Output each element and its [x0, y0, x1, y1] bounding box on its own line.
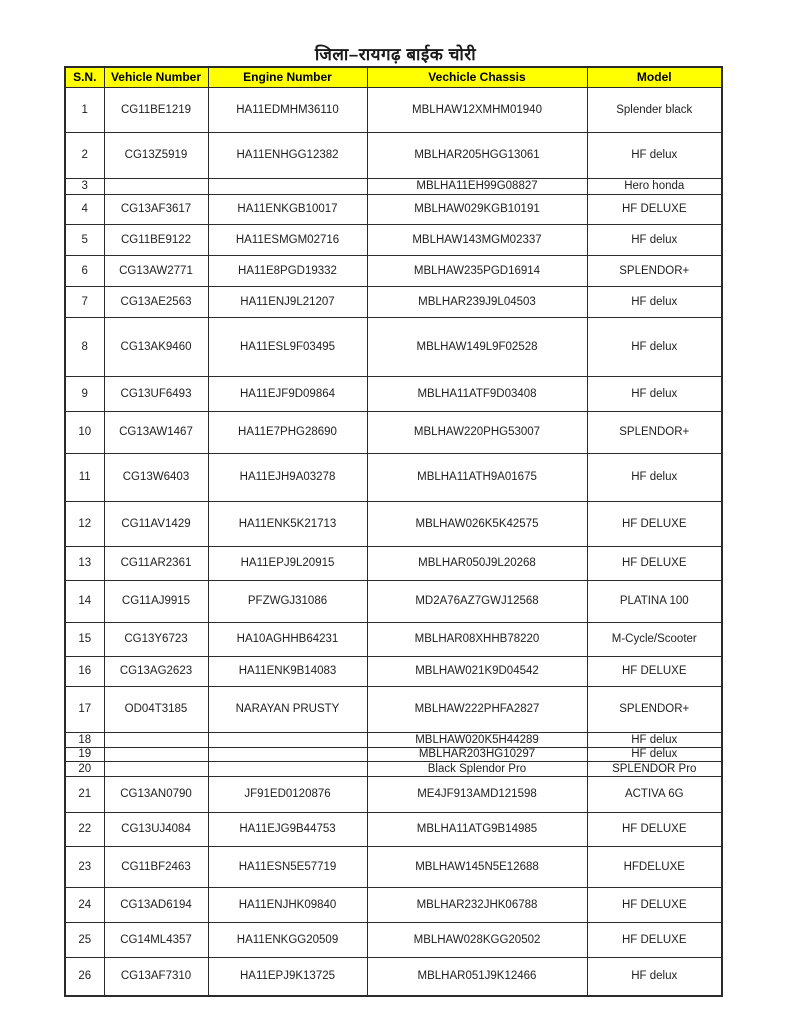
cell-chassis: MBLHA11ATF9D03408: [367, 376, 587, 411]
table-row: [65, 580, 722, 622]
cell-sn: 19: [65, 747, 104, 761]
table-row: [65, 453, 722, 501]
cell-engine-number: HA11E8PGD19332: [208, 255, 367, 286]
table-row: [65, 776, 722, 812]
cell-chassis: MBLHAR232JHK06788: [367, 887, 587, 922]
cell-chassis: Black Splendor Pro: [367, 761, 587, 776]
cell-chassis: MBLHAR203HG10297: [367, 747, 587, 761]
cell-chassis: MD2A76AZ7GWJ12568: [367, 580, 587, 622]
cell-engine-number: NARAYAN PRUSTY: [208, 686, 367, 732]
cell-model: HF delux: [587, 732, 722, 747]
cell-engine-number: HA11EJF9D09864: [208, 376, 367, 411]
cell-chassis: MBLHAW021K9D04542: [367, 656, 587, 686]
cell-sn: 6: [65, 255, 104, 286]
cell-model: HF delux: [587, 376, 722, 411]
cell-model: HF delux: [587, 747, 722, 761]
cell-chassis: MBLHAW12XMHM01940: [367, 87, 587, 132]
table-row: [65, 957, 722, 996]
table-row: [65, 286, 722, 317]
cell-sn: 20: [65, 761, 104, 776]
cell-chassis: MBLHAW145N5E12688: [367, 846, 587, 887]
cell-chassis: MBLHAW143MGM02337: [367, 224, 587, 255]
cell-vehicle-number: [104, 178, 208, 194]
cell-sn: 23: [65, 846, 104, 887]
cell-engine-number: HA11EPJ9K13725: [208, 957, 367, 996]
cell-chassis: MBLHAW026K5K42575: [367, 501, 587, 546]
cell-sn: 7: [65, 286, 104, 317]
cell-vehicle-number: CG13AK9460: [104, 317, 208, 376]
cell-vehicle-number: CG13AE2563: [104, 286, 208, 317]
cell-engine-number: [208, 747, 367, 761]
table-row: [65, 317, 722, 376]
cell-engine-number: HA11ENJ9L21207: [208, 286, 367, 317]
cell-vehicle-number: CG13AW2771: [104, 255, 208, 286]
cell-chassis: MBLHAR051J9K12466: [367, 957, 587, 996]
cell-vehicle-number: CG13AG2623: [104, 656, 208, 686]
cell-chassis: MBLHAW220PHG53007: [367, 411, 587, 453]
table-row: [65, 224, 722, 255]
cell-engine-number: HA11ENJHK09840: [208, 887, 367, 922]
cell-vehicle-number: CG14ML4357: [104, 922, 208, 957]
cell-vehicle-number: CG11AJ9915: [104, 580, 208, 622]
table-row: [65, 812, 722, 846]
cell-engine-number: PFZWGJ31086: [208, 580, 367, 622]
cell-sn: 24: [65, 887, 104, 922]
vehicle-table-body: [65, 87, 722, 996]
cell-vehicle-number: OD04T3185: [104, 686, 208, 732]
cell-model: HF DELUXE: [587, 546, 722, 580]
cell-chassis: MBLHAW222PHFA2827: [367, 686, 587, 732]
cell-vehicle-number: CG11BE1219: [104, 87, 208, 132]
header-row: [65, 67, 722, 87]
cell-engine-number: HA11EJH9A03278: [208, 453, 367, 501]
table-header: [65, 67, 722, 87]
cell-model: SPLENDOR+: [587, 255, 722, 286]
cell-engine-number: HA11ENHGG12382: [208, 132, 367, 178]
cell-model: Splender black: [587, 87, 722, 132]
cell-sn: 16: [65, 656, 104, 686]
cell-sn: 10: [65, 411, 104, 453]
cell-model: SPLENDOR Pro: [587, 761, 722, 776]
cell-model: SPLENDOR+: [587, 686, 722, 732]
cell-vehicle-number: CG11AV1429: [104, 501, 208, 546]
table-row: [65, 686, 722, 732]
cell-vehicle-number: CG13AW1467: [104, 411, 208, 453]
cell-engine-number: [208, 761, 367, 776]
cell-sn: 15: [65, 622, 104, 656]
cell-sn: 18: [65, 732, 104, 747]
column-header-chassis: Vechicle Chassis: [367, 67, 587, 87]
cell-engine-number: HA11E7PHG28690: [208, 411, 367, 453]
cell-model: HF DELUXE: [587, 887, 722, 922]
cell-chassis: MBLHAW149L9F02528: [367, 317, 587, 376]
cell-vehicle-number: CG11AR2361: [104, 546, 208, 580]
cell-engine-number: HA11ESL9F03495: [208, 317, 367, 376]
table-row: [65, 255, 722, 286]
cell-engine-number: HA11ESN5E57719: [208, 846, 367, 887]
cell-chassis: ME4JF913AMD121598: [367, 776, 587, 812]
cell-sn: 2: [65, 132, 104, 178]
table-row: [65, 411, 722, 453]
table-row: [65, 846, 722, 887]
cell-chassis: MBLHAR239J9L04503: [367, 286, 587, 317]
cell-chassis: MBLHA11ATH9A01675: [367, 453, 587, 501]
cell-engine-number: HA11ENKGB10017: [208, 194, 367, 224]
cell-model: M-Cycle/Scooter: [587, 622, 722, 656]
cell-sn: 17: [65, 686, 104, 732]
cell-sn: 22: [65, 812, 104, 846]
page-title: जिला–रायगढ़ बाईक चोरी: [314, 45, 477, 64]
cell-model: HFDELUXE: [587, 846, 722, 887]
cell-vehicle-number: CG13AF3617: [104, 194, 208, 224]
cell-chassis: MBLHAR205HGG13061: [367, 132, 587, 178]
cell-engine-number: HA11ESMGM02716: [208, 224, 367, 255]
column-header-model: Model: [587, 67, 722, 87]
cell-sn: 5: [65, 224, 104, 255]
cell-engine-number: JF91ED0120876: [208, 776, 367, 812]
cell-sn: 1: [65, 87, 104, 132]
cell-vehicle-number: CG13UF6493: [104, 376, 208, 411]
cell-model: HF DELUXE: [587, 194, 722, 224]
cell-chassis: MBLHAW235PGD16914: [367, 255, 587, 286]
column-header-vehicle: Vehicle Number: [104, 67, 208, 87]
table-row: [65, 501, 722, 546]
cell-model: HF DELUXE: [587, 656, 722, 686]
cell-vehicle-number: CG13AD6194: [104, 887, 208, 922]
table-row: [65, 194, 722, 224]
vehicle-theft-table: [64, 66, 723, 997]
table-row: [65, 87, 722, 132]
cell-engine-number: HA11ENK9B14083: [208, 656, 367, 686]
cell-engine-number: HA11EDMHM36110: [208, 87, 367, 132]
cell-model: HF DELUXE: [587, 501, 722, 546]
cell-model: Hero honda: [587, 178, 722, 194]
cell-vehicle-number: CG13Z5919: [104, 132, 208, 178]
table-row: [65, 178, 722, 194]
cell-model: SPLENDOR+: [587, 411, 722, 453]
cell-sn: 14: [65, 580, 104, 622]
table-row: [65, 132, 722, 178]
cell-model: HF delux: [587, 224, 722, 255]
cell-sn: 25: [65, 922, 104, 957]
cell-engine-number: HA11ENK5K21713: [208, 501, 367, 546]
cell-sn: 3: [65, 178, 104, 194]
cell-sn: 21: [65, 776, 104, 812]
cell-vehicle-number: CG13AN0790: [104, 776, 208, 812]
cell-model: HF delux: [587, 132, 722, 178]
column-header-sn: S.N.: [65, 67, 104, 87]
cell-chassis: MBLHAW028KGG20502: [367, 922, 587, 957]
cell-chassis: MBLHA11EH99G08827: [367, 178, 587, 194]
cell-vehicle-number: [104, 761, 208, 776]
cell-vehicle-number: [104, 732, 208, 747]
cell-model: HF delux: [587, 317, 722, 376]
table-row: [65, 656, 722, 686]
cell-sn: 8: [65, 317, 104, 376]
cell-sn: 9: [65, 376, 104, 411]
cell-model: HF DELUXE: [587, 922, 722, 957]
cell-chassis: MBLHA11ATG9B14985: [367, 812, 587, 846]
cell-engine-number: HA11EPJ9L20915: [208, 546, 367, 580]
cell-model: HF delux: [587, 957, 722, 996]
cell-chassis: MBLHAW029KGB10191: [367, 194, 587, 224]
cell-model: HF DELUXE: [587, 812, 722, 846]
table-row: [65, 922, 722, 957]
cell-sn: 12: [65, 501, 104, 546]
cell-chassis: MBLHAR050J9L20268: [367, 546, 587, 580]
cell-engine-number: [208, 178, 367, 194]
cell-vehicle-number: CG13Y6723: [104, 622, 208, 656]
cell-chassis: MBLHAW020K5H44289: [367, 732, 587, 747]
table-row: [65, 546, 722, 580]
cell-model: HF delux: [587, 286, 722, 317]
cell-vehicle-number: [104, 747, 208, 761]
cell-engine-number: HA11EJG9B44753: [208, 812, 367, 846]
cell-vehicle-number: CG11BF2463: [104, 846, 208, 887]
table-row: [65, 887, 722, 922]
table-row: [65, 622, 722, 656]
cell-sn: 26: [65, 957, 104, 996]
table-row: [65, 761, 722, 776]
cell-model: ACTIVA 6G: [587, 776, 722, 812]
column-header-engine: Engine Number: [208, 67, 367, 87]
cell-sn: 4: [65, 194, 104, 224]
cell-sn: 11: [65, 453, 104, 501]
cell-sn: 13: [65, 546, 104, 580]
cell-vehicle-number: CG13W6403: [104, 453, 208, 501]
table-row: [65, 747, 722, 761]
cell-vehicle-number: CG11BE9122: [104, 224, 208, 255]
table-row: [65, 376, 722, 411]
cell-engine-number: HA10AGHHB64231: [208, 622, 367, 656]
cell-model: PLATINA 100: [587, 580, 722, 622]
table-row: [65, 732, 722, 747]
cell-engine-number: HA11ENKGG20509: [208, 922, 367, 957]
cell-engine-number: [208, 732, 367, 747]
cell-vehicle-number: CG13AF7310: [104, 957, 208, 996]
cell-vehicle-number: CG13UJ4084: [104, 812, 208, 846]
cell-model: HF delux: [587, 453, 722, 501]
cell-chassis: MBLHAR08XHHB78220: [367, 622, 587, 656]
